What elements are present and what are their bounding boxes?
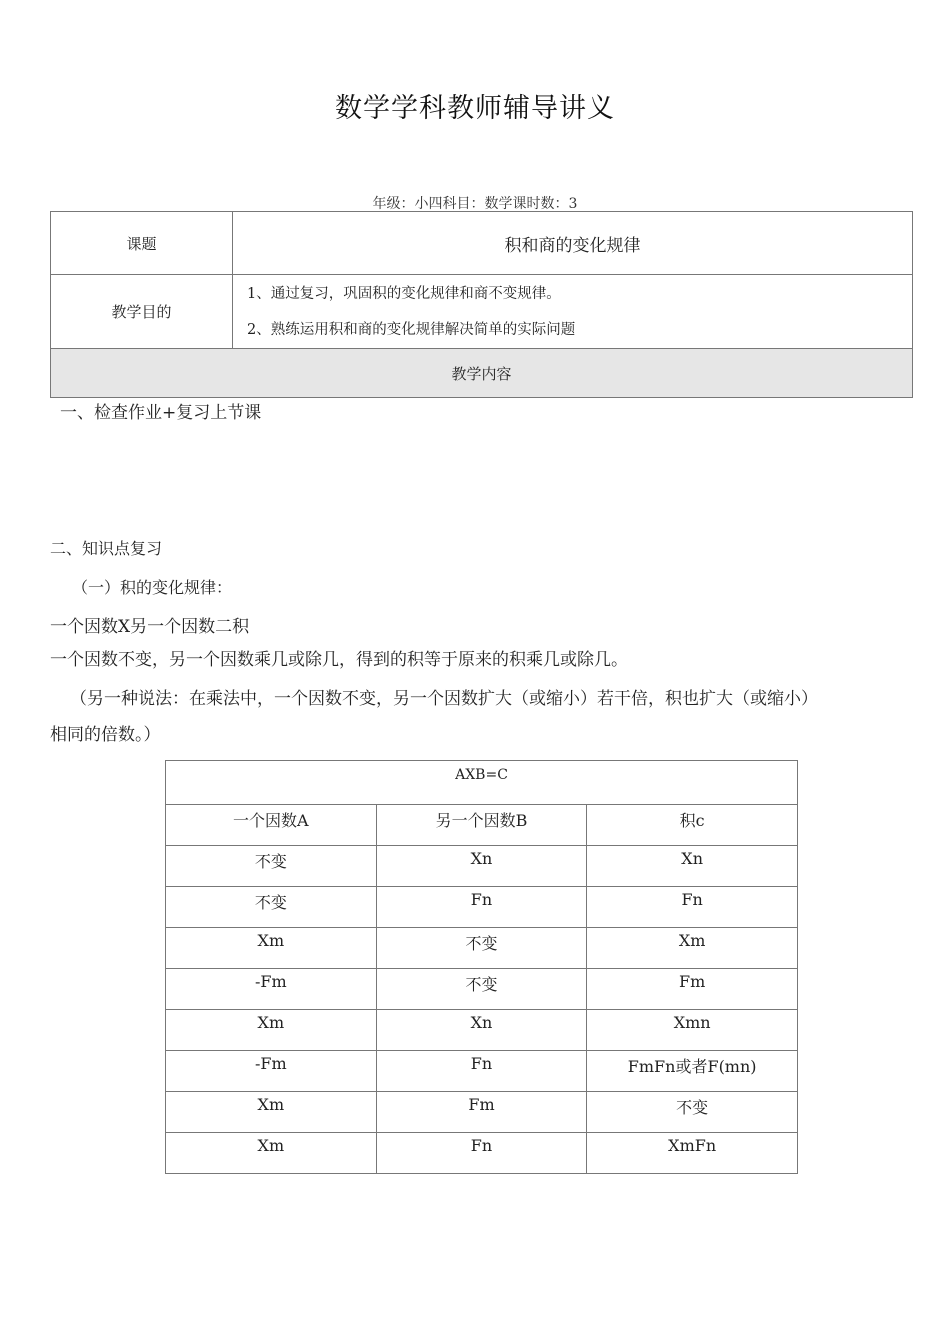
table-cell: 不变: [376, 969, 587, 1010]
table-cell: Xn: [587, 846, 798, 887]
rule-formula: 一个因数X另一个因数二积: [50, 617, 250, 637]
table-cell: Fn: [376, 1051, 587, 1092]
table-row: [166, 1133, 798, 1174]
table-row: [166, 1051, 798, 1092]
column-header: 一个因数A: [166, 805, 377, 846]
section-heading-2: 二、知识点复习: [50, 539, 163, 558]
table-row: [166, 887, 798, 928]
table-row: [166, 1092, 798, 1133]
grade-subject-meta: 年级：小四科目：数学课时数：3: [372, 196, 578, 212]
table-cell: Xn: [376, 846, 587, 887]
product-rule-table: [165, 760, 798, 1174]
goal-item: 1、通过复习，巩固积的变化规律和商不变规律。: [247, 285, 561, 302]
content-label: 教学内容: [51, 349, 913, 398]
table-cell: 不变: [166, 846, 377, 887]
table-row: [166, 1010, 798, 1051]
table-cell: Fn: [587, 887, 798, 928]
topic-value: 积和商的变化规律: [233, 212, 913, 275]
content-row: [51, 349, 913, 398]
goal-row: [51, 275, 913, 349]
rule-alt-statement: （另一种说法：在乘法中，一个因数不变，另一个因数扩大（或缩小）若干倍，积也扩大（或缩小）: [70, 689, 818, 709]
table-cell: Fn: [376, 1133, 587, 1174]
table-cell: 不变: [376, 928, 587, 969]
table-cell: -Fm: [166, 1051, 377, 1092]
table-cell: Fm: [587, 969, 798, 1010]
column-header: 另一个因数B: [376, 805, 587, 846]
document-title: 数学学科教师辅导讲义: [335, 93, 615, 124]
topic-row: [51, 212, 913, 275]
subsection-heading: （一）积的变化规律：: [72, 578, 233, 597]
table-cell: Xn: [376, 1010, 587, 1051]
rule-alt-statement-cont: 相同的倍数。）: [50, 725, 161, 745]
table-cell: Xm: [166, 1092, 377, 1133]
table-row: [166, 846, 798, 887]
table-cell: 不变: [166, 887, 377, 928]
table-header-row: [166, 805, 798, 846]
table-cell: Xm: [166, 1010, 377, 1051]
table-cell: -Fm: [166, 969, 377, 1010]
table-cell: Fn: [376, 887, 587, 928]
table-cell: Xmn: [587, 1010, 798, 1051]
topic-label: 课题: [51, 212, 233, 275]
table-row: [166, 928, 798, 969]
table-cell: Xm: [166, 1133, 377, 1174]
table-cell: 不变: [587, 1092, 798, 1133]
goal-label: 教学目的: [51, 275, 233, 349]
goal-list: [233, 275, 913, 349]
lesson-info-table: [50, 211, 913, 398]
table-cell: Fm: [376, 1092, 587, 1133]
table-caption-row: [166, 761, 798, 805]
table-caption: AXB=C: [166, 761, 798, 805]
goal-item: 2、熟练运用积和商的变化规律解决简单的实际问题: [247, 321, 576, 338]
rule-statement: 一个因数不变，另一个因数乘几或除几，得到的积等于原来的积乘几或除几。: [50, 650, 628, 670]
table-cell: Xm: [166, 928, 377, 969]
table-row: [166, 969, 798, 1010]
table-cell: FmFn或者F(mn): [587, 1051, 798, 1092]
section-heading-1: 一、检查作业+复习上节课: [60, 403, 262, 423]
table-cell: XmFn: [587, 1133, 798, 1174]
column-header: 积c: [587, 805, 798, 846]
table-cell: Xm: [587, 928, 798, 969]
